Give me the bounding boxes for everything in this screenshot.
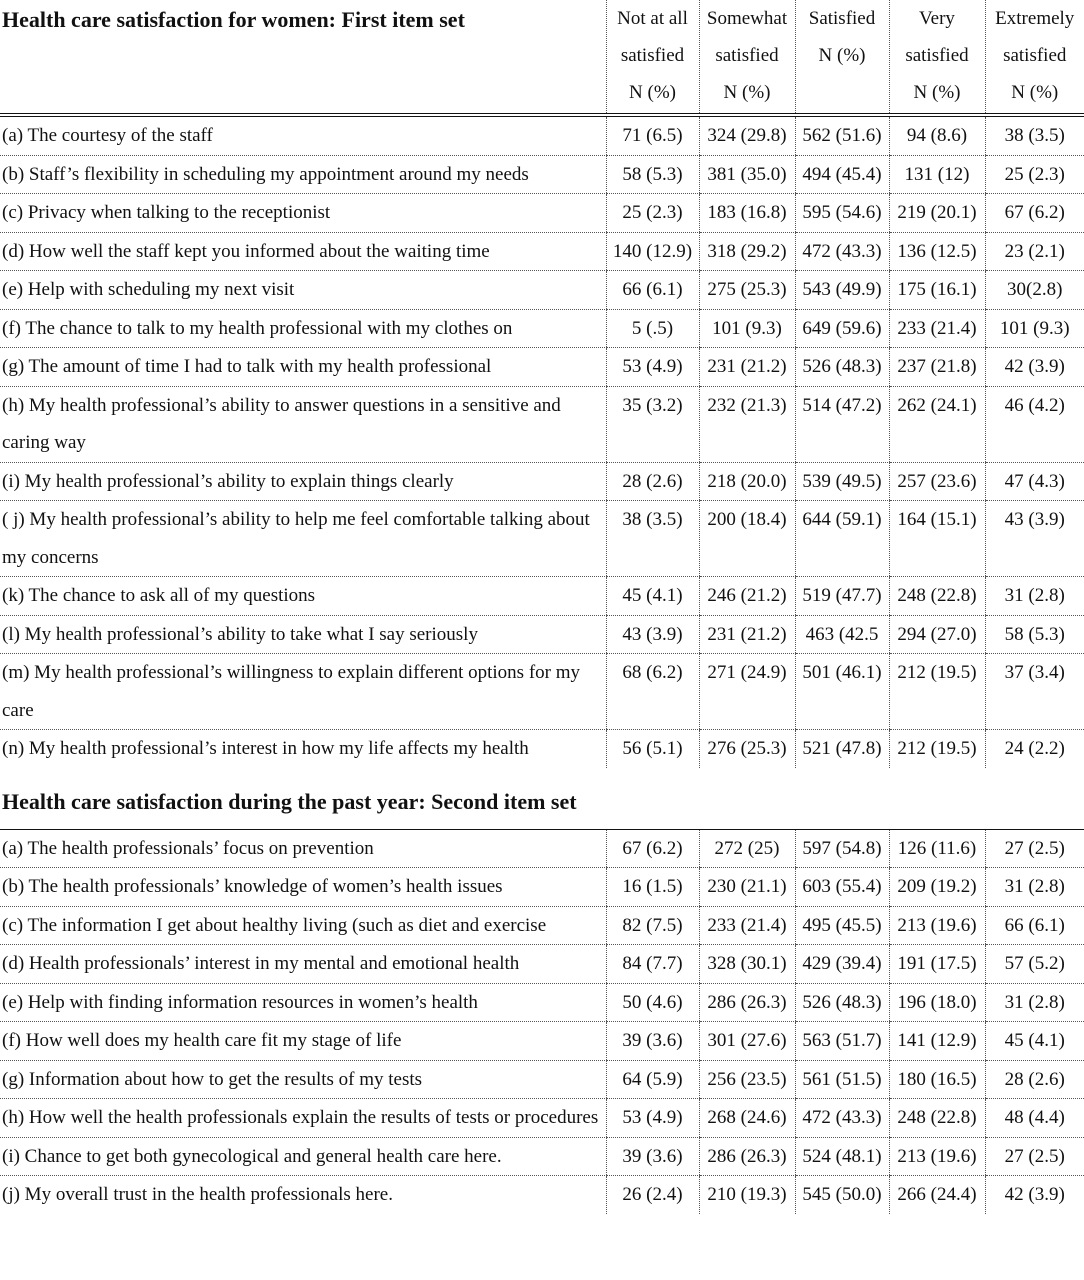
item-label: (i) My health professional’s ability to explain things clearly <box>0 462 606 501</box>
table-cell: 136 (12.5) <box>889 232 985 271</box>
table-cell: 257 (23.6) <box>889 462 985 501</box>
table-row <box>0 1060 1084 1099</box>
table-cell: 48 (4.4) <box>985 1099 1084 1138</box>
col-header-line <box>798 74 887 111</box>
table-cell: 53 (4.9) <box>606 348 699 387</box>
table-cell: 494 (45.4) <box>795 155 889 194</box>
table-cell: 429 (39.4) <box>795 945 889 984</box>
item-label: (d) Health professionals’ interest in my mental and emotional health <box>0 945 606 984</box>
table-cell: 328 (30.1) <box>699 945 795 984</box>
table-cell: 271 (24.9) <box>699 654 795 730</box>
table-cell: 562 (51.6) <box>795 115 889 155</box>
item-label: (i) Chance to get both gynecological and general health care here. <box>0 1137 606 1176</box>
table-row <box>0 115 1084 155</box>
table-cell: 23 (2.1) <box>985 232 1084 271</box>
table-row <box>0 577 1084 616</box>
table-cell: 248 (22.8) <box>889 1099 985 1138</box>
table-cell: 248 (22.8) <box>889 577 985 616</box>
table-cell: 233 (21.4) <box>889 309 985 348</box>
table-cell: 38 (3.5) <box>606 501 699 577</box>
table-cell: 101 (9.3) <box>985 309 1084 348</box>
table-cell: 66 (6.1) <box>985 906 1084 945</box>
table-row <box>0 983 1084 1022</box>
table-cell: 649 (59.6) <box>795 309 889 348</box>
item-label: (a) The health professionals’ focus on prevention <box>0 829 606 868</box>
table-cell: 26 (2.4) <box>606 1176 699 1214</box>
table-row <box>0 1022 1084 1061</box>
table-cell: 233 (21.4) <box>699 906 795 945</box>
table-cell: 231 (21.2) <box>699 615 795 654</box>
table-row <box>0 271 1084 310</box>
table-cell: 56 (5.1) <box>606 730 699 768</box>
table-cell: 237 (21.8) <box>889 348 985 387</box>
col-header-line: Extremely <box>995 8 1075 29</box>
col-header-line: N (%) <box>629 82 676 103</box>
table-cell: 25 (2.3) <box>606 194 699 233</box>
table-row <box>0 829 1084 868</box>
table-cell: 212 (19.5) <box>889 730 985 768</box>
table-header-row <box>0 0 1084 115</box>
table-cell: 545 (50.0) <box>795 1176 889 1214</box>
section2-header <box>0 768 1084 830</box>
table-cell: 42 (3.9) <box>985 1176 1084 1214</box>
table-cell: 603 (55.4) <box>795 868 889 907</box>
table-cell: 45 (4.1) <box>606 577 699 616</box>
table-cell: 28 (2.6) <box>985 1060 1084 1099</box>
table-cell: 64 (5.9) <box>606 1060 699 1099</box>
col-header-line: satisfied <box>1003 45 1067 66</box>
table-cell: 71 (6.5) <box>606 115 699 155</box>
table-cell: 276 (25.3) <box>699 730 795 768</box>
table-cell: 256 (23.5) <box>699 1060 795 1099</box>
table-cell: 39 (3.6) <box>606 1022 699 1061</box>
table-cell: 286 (26.3) <box>699 983 795 1022</box>
table-cell: 381 (35.0) <box>699 155 795 194</box>
table-cell: 543 (49.9) <box>795 271 889 310</box>
table-row <box>0 945 1084 984</box>
item-label: (a) The courtesy of the staff <box>0 115 606 155</box>
table-cell: 101 (9.3) <box>699 309 795 348</box>
col-header-satisfied <box>795 0 889 115</box>
item-label: (b) Staff’s flexibility in scheduling my appointment around my needs <box>0 155 606 194</box>
item-label: (c) The information I get about healthy living (such as diet and exercise <box>0 906 606 945</box>
table-row <box>0 1176 1084 1214</box>
item-label: (g) Information about how to get the results of my tests <box>0 1060 606 1099</box>
col-header-not-at-all <box>606 0 699 115</box>
col-header-extremely <box>985 0 1084 115</box>
item-label: ( j) My health professional’s ability to help me feel comfortable talking about my concerns <box>0 501 606 577</box>
table-cell: 28 (2.6) <box>606 462 699 501</box>
table-cell: 53 (4.9) <box>606 1099 699 1138</box>
section2-title-row <box>0 768 1084 830</box>
table-row <box>0 232 1084 271</box>
table-cell: 31 (2.8) <box>985 983 1084 1022</box>
table-cell: 519 (47.7) <box>795 577 889 616</box>
table-cell: 27 (2.5) <box>985 1137 1084 1176</box>
table-row <box>0 1099 1084 1138</box>
table-cell: 58 (5.3) <box>606 155 699 194</box>
item-label: (n) My health professional’s interest in how my life affects my health <box>2 738 529 759</box>
item-label: (f) How well does my health care fit my stage of life <box>0 1022 606 1061</box>
item-label: (k) The chance to ask all of my questions <box>0 577 606 616</box>
table-cell: 42 (3.9) <box>985 348 1084 387</box>
table-cell: 67 (6.2) <box>606 829 699 868</box>
item-label: (l) My health professional’s ability to take what I say seriously <box>0 615 606 654</box>
table-row <box>0 194 1084 233</box>
table-cell: 27 (2.5) <box>985 829 1084 868</box>
table-cell: 521 (47.8) <box>795 730 889 768</box>
table-cell: 35 (3.2) <box>606 386 699 462</box>
section1-title: Health care satisfaction for women: First item set <box>0 0 606 115</box>
table-cell: 94 (8.6) <box>889 115 985 155</box>
table-cell: 16 (1.5) <box>606 868 699 907</box>
table-cell: 66 (6.1) <box>606 271 699 310</box>
col-header-line: satisfied <box>620 45 685 66</box>
col-header-line: satisfied <box>905 45 969 66</box>
table-cell: 246 (21.2) <box>699 577 795 616</box>
table-cell: 5 (.5) <box>606 309 699 348</box>
table-cell: 262 (24.1) <box>889 386 985 462</box>
table-cell: 212 (19.5) <box>889 654 985 730</box>
table-row <box>0 730 1084 768</box>
table-cell: 213 (19.6) <box>889 906 985 945</box>
col-header-line: N (%) <box>723 82 771 103</box>
table-cell: 46 (4.2) <box>985 386 1084 462</box>
table-cell: 67 (6.2) <box>985 194 1084 233</box>
table-cell: 597 (54.8) <box>795 829 889 868</box>
col-header-line: Very <box>919 8 955 29</box>
table-row <box>0 348 1084 387</box>
table-cell: 141 (12.9) <box>889 1022 985 1061</box>
table-row <box>0 462 1084 501</box>
item-label: (d) How well the staff kept you informed about the waiting time <box>0 232 606 271</box>
item-label: (h) How well the health professionals explain the results of tests or procedures <box>0 1099 606 1138</box>
table-cell: 164 (15.1) <box>889 501 985 577</box>
item-label: (c) Privacy when talking to the receptionist <box>0 194 606 233</box>
table-row <box>0 654 1084 730</box>
table-row <box>0 501 1084 577</box>
table-cell: 526 (48.3) <box>795 983 889 1022</box>
table-cell: 45 (4.1) <box>985 1022 1084 1061</box>
item-label: (m) My health professional’s willingness to explain different options for my care <box>0 654 606 730</box>
item-label: (f) The chance to talk to my health professional with my clothes on <box>0 309 606 348</box>
table-cell: 231 (21.2) <box>699 348 795 387</box>
table-cell: 84 (7.7) <box>606 945 699 984</box>
col-header-line: N (%) <box>913 82 961 103</box>
item-label: (h) My health professional’s ability to answer questions in a sensitive and caring way <box>0 386 606 462</box>
table-cell: 200 (18.4) <box>699 501 795 577</box>
table-cell: 140 (12.9) <box>606 232 699 271</box>
table-cell: 175 (16.1) <box>889 271 985 310</box>
table-cell: 294 (27.0) <box>889 615 985 654</box>
col-header-somewhat <box>699 0 795 115</box>
table-cell: 561 (51.5) <box>795 1060 889 1099</box>
table-cell: 180 (16.5) <box>889 1060 985 1099</box>
table-row <box>0 309 1084 348</box>
table-cell: 268 (24.6) <box>699 1099 795 1138</box>
table-cell: 272 (25) <box>699 829 795 868</box>
table-cell: 196 (18.0) <box>889 983 985 1022</box>
table-cell: 213 (19.6) <box>889 1137 985 1176</box>
table-row <box>0 868 1084 907</box>
item-label: (g) The amount of time I had to talk with my health professional <box>0 348 606 387</box>
table-cell: 539 (49.5) <box>795 462 889 501</box>
table-cell: 524 (48.1) <box>795 1137 889 1176</box>
table-cell: 30(2.8) <box>985 271 1084 310</box>
table-cell: 318 (29.2) <box>699 232 795 271</box>
table-cell: 31 (2.8) <box>985 577 1084 616</box>
table-cell: 57 (5.2) <box>985 945 1084 984</box>
item-label: (e) Help with finding information resources in women’s health <box>0 983 606 1022</box>
col-header-line: N (%) <box>1011 82 1059 103</box>
table-cell: 31 (2.8) <box>985 868 1084 907</box>
table-cell: 275 (25.3) <box>699 271 795 310</box>
table-cell: 644 (59.1) <box>795 501 889 577</box>
table-cell: 301 (27.6) <box>699 1022 795 1061</box>
table-cell: 595 (54.6) <box>795 194 889 233</box>
table-cell: 209 (19.2) <box>889 868 985 907</box>
section1-body <box>0 115 1084 768</box>
table-row <box>0 155 1084 194</box>
col-header-line: satisfied <box>715 45 779 66</box>
col-header-very <box>889 0 985 115</box>
table-cell: 218 (20.0) <box>699 462 795 501</box>
table-row <box>0 615 1084 654</box>
table-cell: 131 (12) <box>889 155 985 194</box>
table-cell: 25 (2.3) <box>985 155 1084 194</box>
table-cell: 463 (42.5 <box>795 615 889 654</box>
table-cell: 266 (24.4) <box>889 1176 985 1214</box>
table-cell: 38 (3.5) <box>985 115 1084 155</box>
table-row <box>0 1137 1084 1176</box>
table-cell: 82 (7.5) <box>606 906 699 945</box>
item-label: (e) Help with scheduling my next visit <box>0 271 606 310</box>
col-header-line: Not at all <box>617 8 688 29</box>
table-cell: 37 (3.4) <box>985 654 1084 730</box>
table-cell: 219 (20.1) <box>889 194 985 233</box>
table-cell: 324 (29.8) <box>699 115 795 155</box>
table-cell: 472 (43.3) <box>795 232 889 271</box>
item-label: (j) My overall trust in the health professionals here. <box>2 1184 393 1205</box>
col-header-line: Satisfied <box>808 8 876 29</box>
table-cell: 58 (5.3) <box>985 615 1084 654</box>
table-cell: 514 (47.2) <box>795 386 889 462</box>
table-cell: 68 (6.2) <box>606 654 699 730</box>
col-header-line: Somewhat <box>706 8 788 29</box>
item-label: (b) The health professionals’ knowledge of women’s health issues <box>0 868 606 907</box>
table-cell: 43 (3.9) <box>985 501 1084 577</box>
table-cell: 230 (21.1) <box>699 868 795 907</box>
table-cell: 210 (19.3) <box>699 1176 795 1214</box>
table-cell: 43 (3.9) <box>606 615 699 654</box>
table-cell: 501 (46.1) <box>795 654 889 730</box>
table-cell: 472 (43.3) <box>795 1099 889 1138</box>
table-cell: 24 (2.2) <box>985 730 1084 768</box>
col-header-line: N (%) <box>818 45 866 66</box>
table-row <box>0 386 1084 462</box>
table-cell: 183 (16.8) <box>699 194 795 233</box>
section2-body <box>0 829 1084 1214</box>
table-cell: 50 (4.6) <box>606 983 699 1022</box>
table-cell: 563 (51.7) <box>795 1022 889 1061</box>
section2-title: Health care satisfaction during the past year: Second item set <box>0 768 1084 830</box>
table-cell: 495 (45.5) <box>795 906 889 945</box>
table-cell: 126 (11.6) <box>889 829 985 868</box>
table-cell: 526 (48.3) <box>795 348 889 387</box>
table-cell: 39 (3.6) <box>606 1137 699 1176</box>
table-cell: 191 (17.5) <box>889 945 985 984</box>
table-row <box>0 906 1084 945</box>
table-cell: 232 (21.3) <box>699 386 795 462</box>
table-cell: 286 (26.3) <box>699 1137 795 1176</box>
table-cell: 47 (4.3) <box>985 462 1084 501</box>
